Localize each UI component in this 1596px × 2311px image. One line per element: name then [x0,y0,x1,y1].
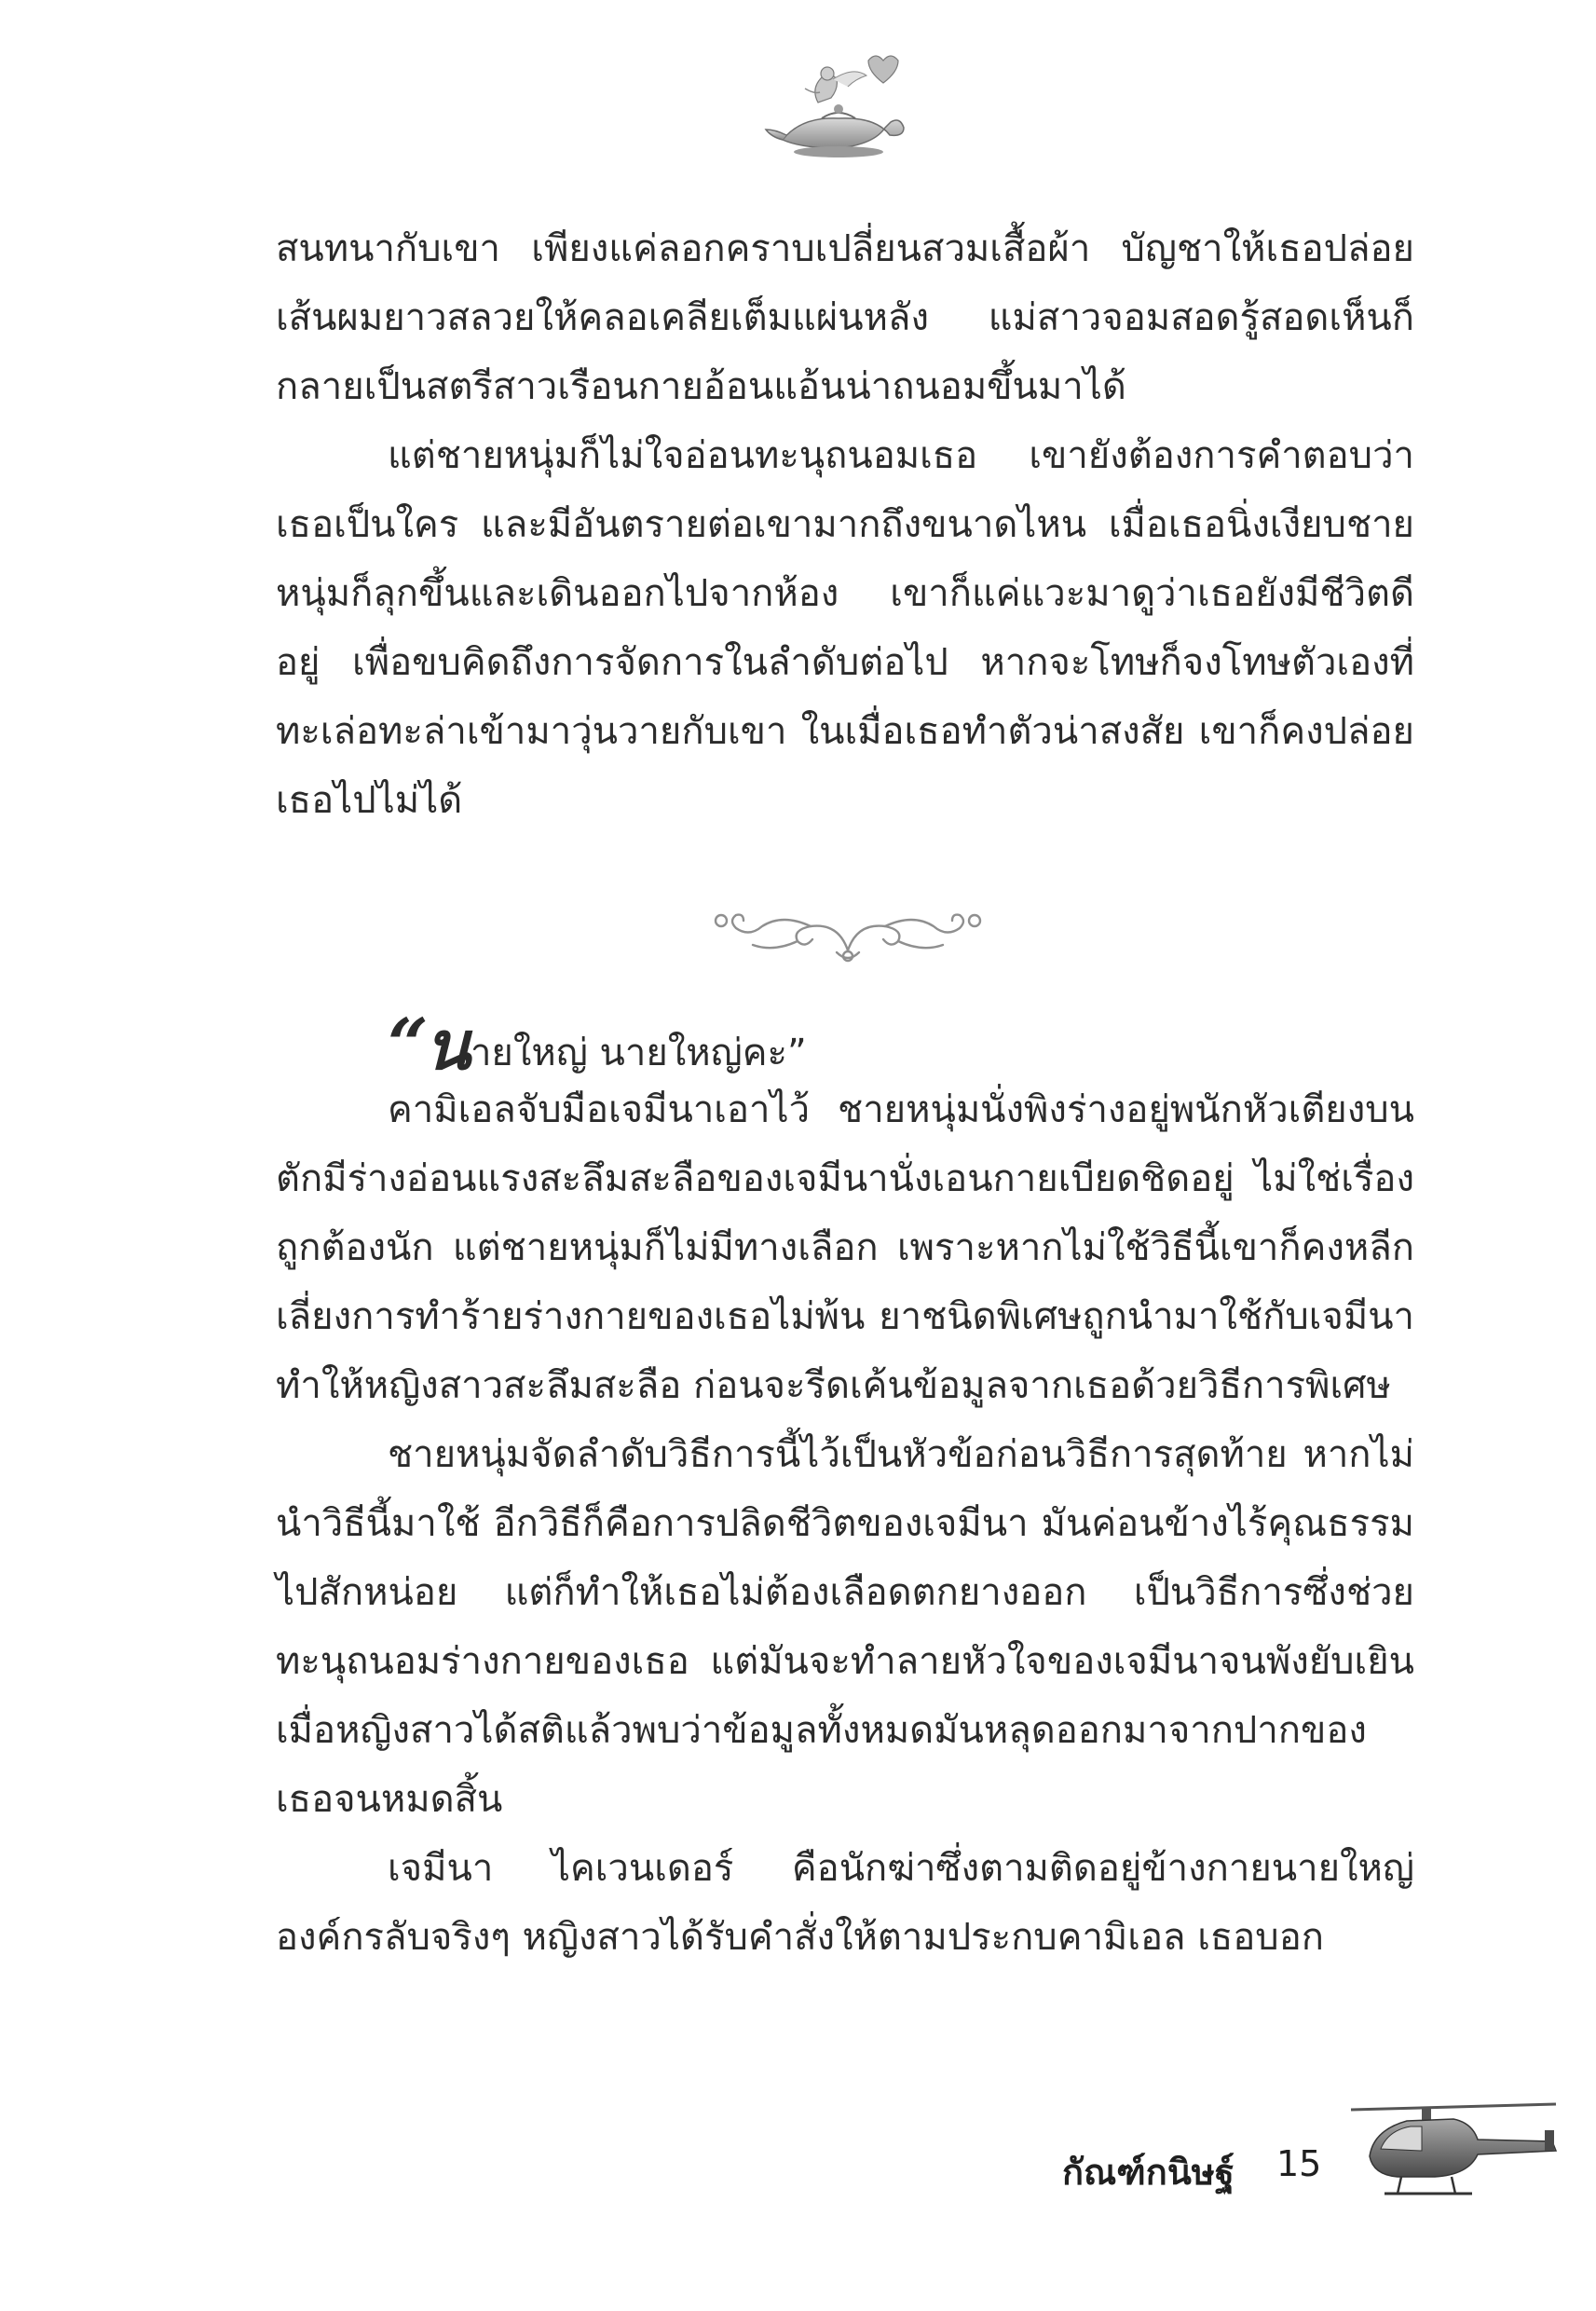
flourish-divider-icon [708,895,988,969]
paragraph: สนทนากับเขา เพียงแค่ลอกคราบเปลี่ยนสวมเสื้อผ้า บัญชาให้เธอปล่อยเส้นผมยาวสลวยให้คลอเคลียเต็มแผ่นหลัง แม่สาวจอมสอดรู้สอดเห็นก็กลายเป็นสตรีสาวเรือนกายอ้อนแอ้นน่าถนอมขึ้นมาได้ [276,227,1414,408]
drop-cap: น [424,1006,471,1085]
page-number: 15 [1276,2143,1322,2184]
teapot-cupid-ornament-icon [764,51,913,163]
paragraph: เจมีนา ไคเวนเดอร์ คือนักฆ่าซึ่งตามติดอยู่ข้างกายนายใหญ่องค์กรลับจริงๆ หญิงสาวได้รับคำสั่งให้ตามประกบคามิเอล เธอบอก [276,1847,1414,1959]
chapter-opening-line [276,1003,1414,1086]
text-block-upper [276,214,1414,835]
paragraph: ชายหนุ่มจัดลำดับวิธีการนี้ไว้เป็นหัวข้อก่อนวิธีการสุดท้าย หากไม่นำวิธีนี้มาใช้ อีกวิธีก็คือการปลิดชีวิตของเจมีนา มันค่อนข้างไร้คุณธรรมไปสักหน่อย แต่ก็ทำให้เธอไม่ต้องเลือดตกยางออก เป็นวิธีการซึ่งช่วยทะนุถนอมร่างกายของเธอ แต่มันจะทำลายหัวใจของเจมีนาจนพังยับเยิน เมื่อหญิงสาวได้สติแล้วพบว่าข้อมูลทั้งหมดมันหลุดออกมาจากปากของเธอจนหมดสิ้น [276,1433,1414,1821]
helicopter-icon [1332,2097,1565,2208]
paragraph: คามิเอลจับมือเจมีนาเอาไว้ ชายหนุ่มนั่งพิงร่างอยู่พนักหัวเตียงบนตักมีร่างอ่อนแรงสะลึมสะลือของเจมีนานั่งเอนกายเบียดชิดอยู่ ไม่ใช่เรื่องถูกต้องนัก แต่ชายหนุ่มก็ไม่มีทางเลือก เพราะหากไม่ใช้วิธีนี้เขาก็คงหลีกเลี่ยงการทำร้ายร่างกายของเธอไม่พ้น ยาชนิดพิเศษถูกนำมาใช้กับเจมีนา ทำให้หญิงสาวสะลึมสะลือ ก่อนจะรีดเค้นข้อมูลจากเธอด้วยวิธีการพิเศษ [276,1088,1414,1407]
running-footer-title: กัณฑ์กนิษฐ์ [1062,2152,1235,2193]
opening-quote-mark: “ [388,1003,425,1086]
opening-line-text: ายใหญ่ นายใหญ่คะ” [470,1032,807,1074]
text-block-lower [276,1003,1414,1972]
paragraph: แต่ชายหนุ่มก็ไม่ใจอ่อนทะนุถนอมเธอ เขายังต้องการคำตอบว่าเธอเป็นใคร และมีอันตรายต่อเขามากถึงขนาดไหน เมื่อเธอนิ่งเงียบชายหนุ่มก็ลุกขึ้นและเดินออกไปจากห้อง เขาก็แค่แวะมาดูว่าเธอยังมีชีวิตดีอยู่ เพื่อขบคิดถึงการจัดการในลำดับต่อไป หากจะโทษก็จงโทษตัวเองที่ทะเล่อทะล่าเข้ามาวุ่นวายกับเขา ในเมื่อเธอทำตัวน่าสงสัย เขาก็คงปล่อยเธอไปไม่ได้ [276,434,1414,822]
